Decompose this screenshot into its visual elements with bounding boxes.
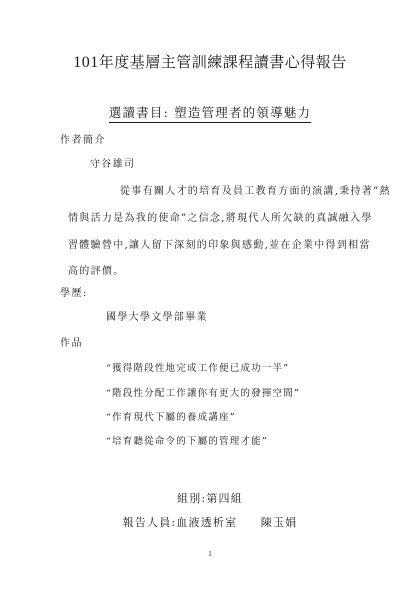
bio-line: 高的評價。 — [68, 266, 125, 277]
work-item: “作育現代下屬的養成講座” — [106, 412, 236, 423]
selected-book-text: 選讀書目: 塑造管理者的領導魅力 — [109, 105, 311, 123]
group-label: 組別:第四組 — [177, 492, 243, 505]
bio-line: 從事有關人才的培育及員工教育方面的演講,秉持著”熱 — [120, 186, 391, 197]
education-value: 國學大學文學部畢業 — [106, 312, 208, 323]
author-name: 守谷雄司 — [90, 159, 136, 170]
report-title-year: 101 — [73, 54, 99, 71]
education-heading: 學歷: — [60, 288, 88, 299]
selected-book-title — [0, 107, 420, 120]
bio-line: 情與活力是為我的使命”之信念,將現代人所欠缺的真誠融入學 — [68, 213, 373, 224]
work-item: “培育聽從命令的下屬的管理才能” — [106, 436, 268, 447]
reporter-label: 報告人員:血液透析室 陳玉娟 — [122, 516, 298, 529]
page-number: 1 — [208, 550, 212, 558]
works-heading: 作品 — [60, 338, 83, 349]
work-item: “獲得階段性地完成工作便已成功一半” — [106, 363, 290, 374]
report-title — [0, 55, 420, 71]
author-heading: 作者簡介 — [60, 135, 106, 146]
bio-line: 習體驗營中,讓人留下深刻的印象與感動,並在企業中得到相當 — [68, 240, 371, 251]
work-item: “階段性分配工作讓你有更大的發揮空間” — [106, 388, 301, 399]
report-title-text: 年度基層主管訓練課程讀書心得報告 — [98, 53, 347, 71]
